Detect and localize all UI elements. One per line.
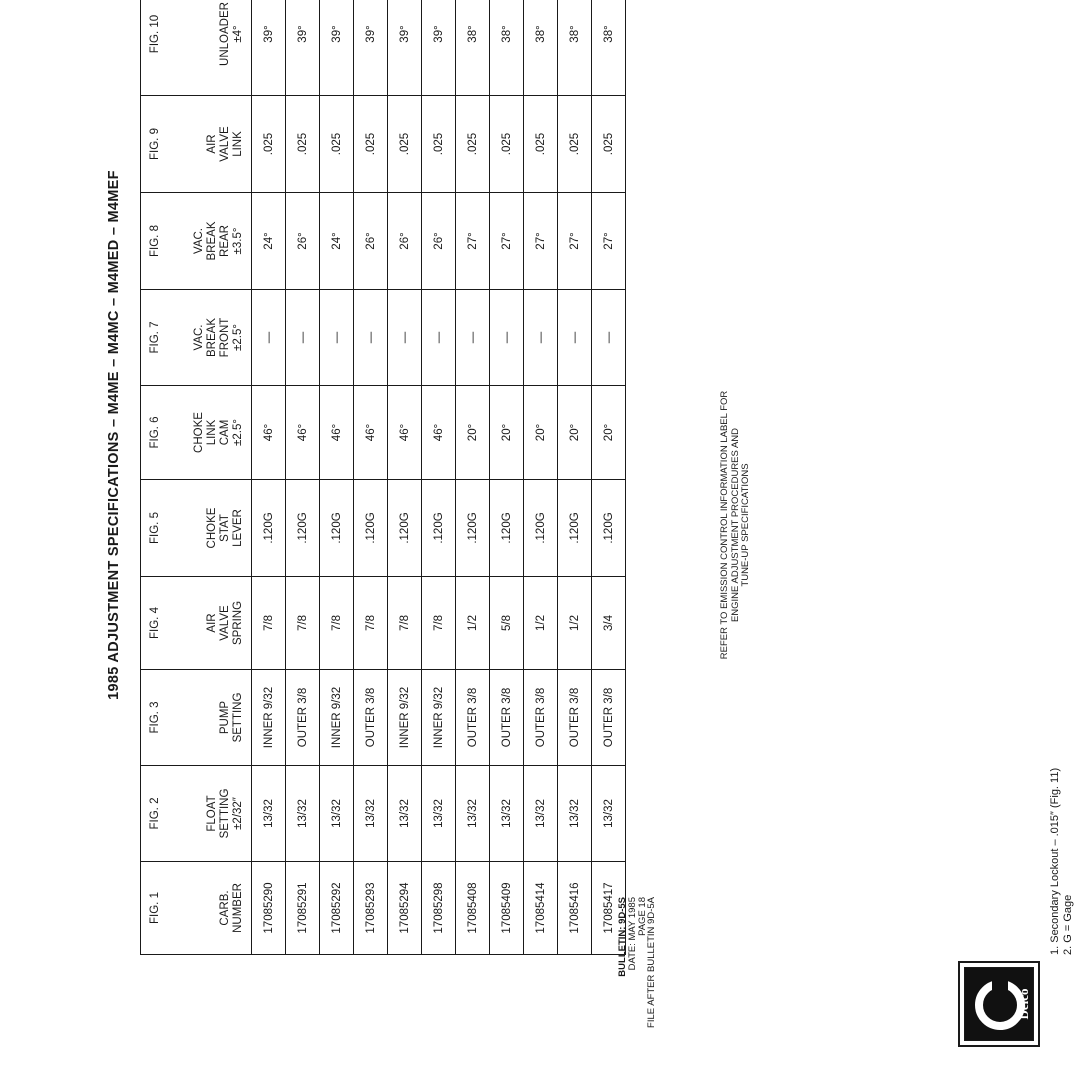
table-cell: 24° (320, 193, 354, 290)
table-cell: 38° (592, 0, 626, 96)
column-label: CARB. NUMBER (219, 883, 244, 933)
table-cell: 13/32 (490, 766, 524, 862)
column-header (141, 766, 252, 862)
figure-reference: FIG. 5 (149, 512, 161, 544)
column-label: FLOAT SETTING ±2/32″ (206, 788, 244, 839)
table-cell: — (592, 290, 626, 386)
table-cell: 7/8 (422, 577, 456, 670)
column-header (141, 862, 252, 955)
table-cell: 7/8 (252, 577, 286, 670)
table-row (456, 0, 490, 955)
footnotes (1049, 768, 1074, 955)
table-cell: 13/32 (592, 766, 626, 862)
column-label: VAC. BREAK REAR ±3.5° (193, 221, 244, 261)
table-cell: 27° (524, 193, 558, 290)
table-body (252, 0, 626, 955)
table-cell: 46° (252, 386, 286, 480)
table-cell: .120G (354, 480, 388, 577)
figure-reference: FIG. 9 (149, 128, 161, 160)
footnote-2: 2. G = Gage (1061, 894, 1074, 955)
table-row (558, 0, 592, 955)
column-header (141, 0, 252, 96)
page-title: 1985 ADJUSTMENT SPECIFICATIONS – M4ME – M4MC – M4MED – M4MEF (106, 170, 122, 700)
figure-reference: FIG. 6 (149, 416, 161, 449)
table-cell: 27° (490, 193, 524, 290)
table-cell: 13/32 (456, 766, 490, 862)
table-cell: 7/8 (388, 577, 422, 670)
table-cell: .025 (490, 96, 524, 193)
table-cell: .025 (422, 96, 456, 193)
table-cell: — (558, 290, 592, 386)
table-cell: — (354, 290, 388, 386)
table-cell: 17085291 (286, 862, 320, 955)
figure-reference: FIG. 1 (149, 892, 161, 924)
table-cell: — (490, 290, 524, 386)
table-cell: 26° (354, 193, 388, 290)
table-cell: .025 (592, 96, 626, 193)
table-cell: .120G (490, 480, 524, 577)
column-header (141, 290, 252, 386)
table-cell: 38° (456, 0, 490, 96)
column-label: PUMP SETTING (219, 692, 244, 743)
table-cell: 26° (422, 193, 456, 290)
table-cell: 20° (456, 386, 490, 480)
table-row (422, 0, 456, 955)
table-cell: 1/2 (558, 577, 592, 670)
table-cell: OUTER 3/8 (558, 670, 592, 766)
table-cell: 20° (558, 386, 592, 480)
table-cell: INNER 9/32 (422, 670, 456, 766)
table-cell: 26° (388, 193, 422, 290)
table-cell: .120G (320, 480, 354, 577)
table-cell: 7/8 (354, 577, 388, 670)
table-cell: 20° (524, 386, 558, 480)
table-cell: 17085292 (320, 862, 354, 955)
table-cell: 7/8 (320, 577, 354, 670)
column-label: AIR VALVE SPRING (206, 600, 244, 646)
table-cell: 46° (422, 386, 456, 480)
table-cell: 46° (354, 386, 388, 480)
adjustment-specifications-table (140, 0, 626, 955)
figure-reference: FIG. 4 (149, 607, 161, 639)
table-cell: 46° (286, 386, 320, 480)
table-cell: — (320, 290, 354, 386)
figure-reference: FIG. 8 (149, 225, 161, 257)
table-cell: 1/2 (524, 577, 558, 670)
table-header-row (141, 0, 252, 955)
table-cell: 27° (558, 193, 592, 290)
table-cell: 7/8 (286, 577, 320, 670)
table-cell: 13/32 (524, 766, 558, 862)
table-cell: 39° (286, 0, 320, 96)
table-cell: OUTER 3/8 (286, 670, 320, 766)
table-cell: .120G (252, 480, 286, 577)
table-cell: .120G (388, 480, 422, 577)
table-cell: 17085294 (388, 862, 422, 955)
table-cell: 17085416 (558, 862, 592, 955)
table-cell: 38° (558, 0, 592, 96)
figure-reference: FIG. 2 (149, 797, 161, 830)
table-cell: INNER 9/32 (252, 670, 286, 766)
table-cell: 27° (456, 193, 490, 290)
table-cell: 20° (490, 386, 524, 480)
table-cell: 17085414 (524, 862, 558, 955)
table-cell: .120G (592, 480, 626, 577)
delco-logo (958, 961, 1040, 1047)
table-cell: 39° (320, 0, 354, 96)
table-cell: OUTER 3/8 (524, 670, 558, 766)
column-header (141, 386, 252, 480)
table-cell: — (456, 290, 490, 386)
column-header (141, 670, 252, 766)
table-row (320, 0, 354, 955)
table-cell: OUTER 3/8 (592, 670, 626, 766)
table-cell: 17085409 (490, 862, 524, 955)
table-cell: .025 (524, 96, 558, 193)
table-cell: 39° (354, 0, 388, 96)
table-cell: 38° (490, 0, 524, 96)
table-cell: — (524, 290, 558, 386)
column-label: CHOKE STAT LEVER (206, 507, 244, 549)
table-cell: — (252, 290, 286, 386)
delco-logo-mark (964, 967, 1034, 1041)
table-row (252, 0, 286, 955)
column-label: UNLOADER ±4° (219, 2, 244, 66)
delco-logo-text: Delco (1016, 988, 1031, 1020)
table-cell: 17085408 (456, 862, 490, 955)
column-header (141, 577, 252, 670)
table-cell: 13/32 (320, 766, 354, 862)
figure-reference: FIG. 3 (149, 701, 161, 734)
table-cell: .025 (388, 96, 422, 193)
table-cell: INNER 9/32 (320, 670, 354, 766)
table-cell: 13/32 (286, 766, 320, 862)
column-label: AIR VALVE LINK (206, 126, 244, 162)
table-cell: .025 (558, 96, 592, 193)
table-cell: 46° (320, 386, 354, 480)
table-cell: .025 (252, 96, 286, 193)
table-cell: OUTER 3/8 (354, 670, 388, 766)
table-cell: 13/32 (388, 766, 422, 862)
figure-reference: FIG. 10 (149, 14, 161, 54)
column-header (141, 480, 252, 577)
table-cell: 13/32 (354, 766, 388, 862)
table-cell: INNER 9/32 (388, 670, 422, 766)
table-cell: 17085298 (422, 862, 456, 955)
table-cell: 17085417 (592, 862, 626, 955)
table-cell: — (388, 290, 422, 386)
table-cell: 39° (252, 0, 286, 96)
table-row (354, 0, 388, 955)
table-cell: .025 (456, 96, 490, 193)
table-cell: OUTER 3/8 (456, 670, 490, 766)
table-row (388, 0, 422, 955)
table-cell: 17085290 (252, 862, 286, 955)
emission-label-note: REFER TO EMISSION CONTROL INFORMATION LABEL FOR ENGINE ADJUSTMENT PROCEDURES AND TUNE-UP SPECIFICATIONS (719, 390, 751, 660)
table-cell: .025 (320, 96, 354, 193)
table-row (592, 0, 626, 955)
column-header (141, 193, 252, 290)
table-cell: 5/8 (490, 577, 524, 670)
table-cell: 3/4 (592, 577, 626, 670)
table-cell: .120G (286, 480, 320, 577)
table-cell: 39° (388, 0, 422, 96)
table-cell: OUTER 3/8 (490, 670, 524, 766)
table-cell: 13/32 (422, 766, 456, 862)
bulletin-page: PAGE 18 (636, 897, 648, 936)
table-cell: 17085293 (354, 862, 388, 955)
table-row (524, 0, 558, 955)
column-label: CHOKE LINK CAM ±2.5° (193, 412, 244, 453)
table-cell: 26° (286, 193, 320, 290)
column-label: VAC. BREAK FRONT ±2.5° (193, 317, 244, 358)
figure-reference: FIG. 7 (149, 321, 161, 354)
table-cell: 1/2 (456, 577, 490, 670)
table-cell: .025 (354, 96, 388, 193)
table-cell: .120G (558, 480, 592, 577)
table-cell: 24° (252, 193, 286, 290)
bulletin-date: DATE: MAY 1985 (626, 897, 638, 971)
table-cell: 27° (592, 193, 626, 290)
table-cell: .025 (286, 96, 320, 193)
table-cell: — (286, 290, 320, 386)
table-cell: .120G (422, 480, 456, 577)
table-row (286, 0, 320, 955)
table-cell: .120G (524, 480, 558, 577)
bulletin-number: BULLETIN: 9D-5S (617, 897, 628, 977)
table-cell: 13/32 (558, 766, 592, 862)
footnote-1: 1. Secondary Lockout – .015″ (Fig. 11) (1049, 767, 1061, 955)
table-cell: — (422, 290, 456, 386)
column-header (141, 96, 252, 193)
table-cell: 20° (592, 386, 626, 480)
table-cell: 46° (388, 386, 422, 480)
table-cell: 13/32 (252, 766, 286, 862)
table-row (490, 0, 524, 955)
table-cell: .120G (456, 480, 490, 577)
bulletin-file-after: FILE AFTER BULLETIN 9D-5A (646, 897, 658, 1028)
table-cell: 38° (524, 0, 558, 96)
table-cell: 39° (422, 0, 456, 96)
